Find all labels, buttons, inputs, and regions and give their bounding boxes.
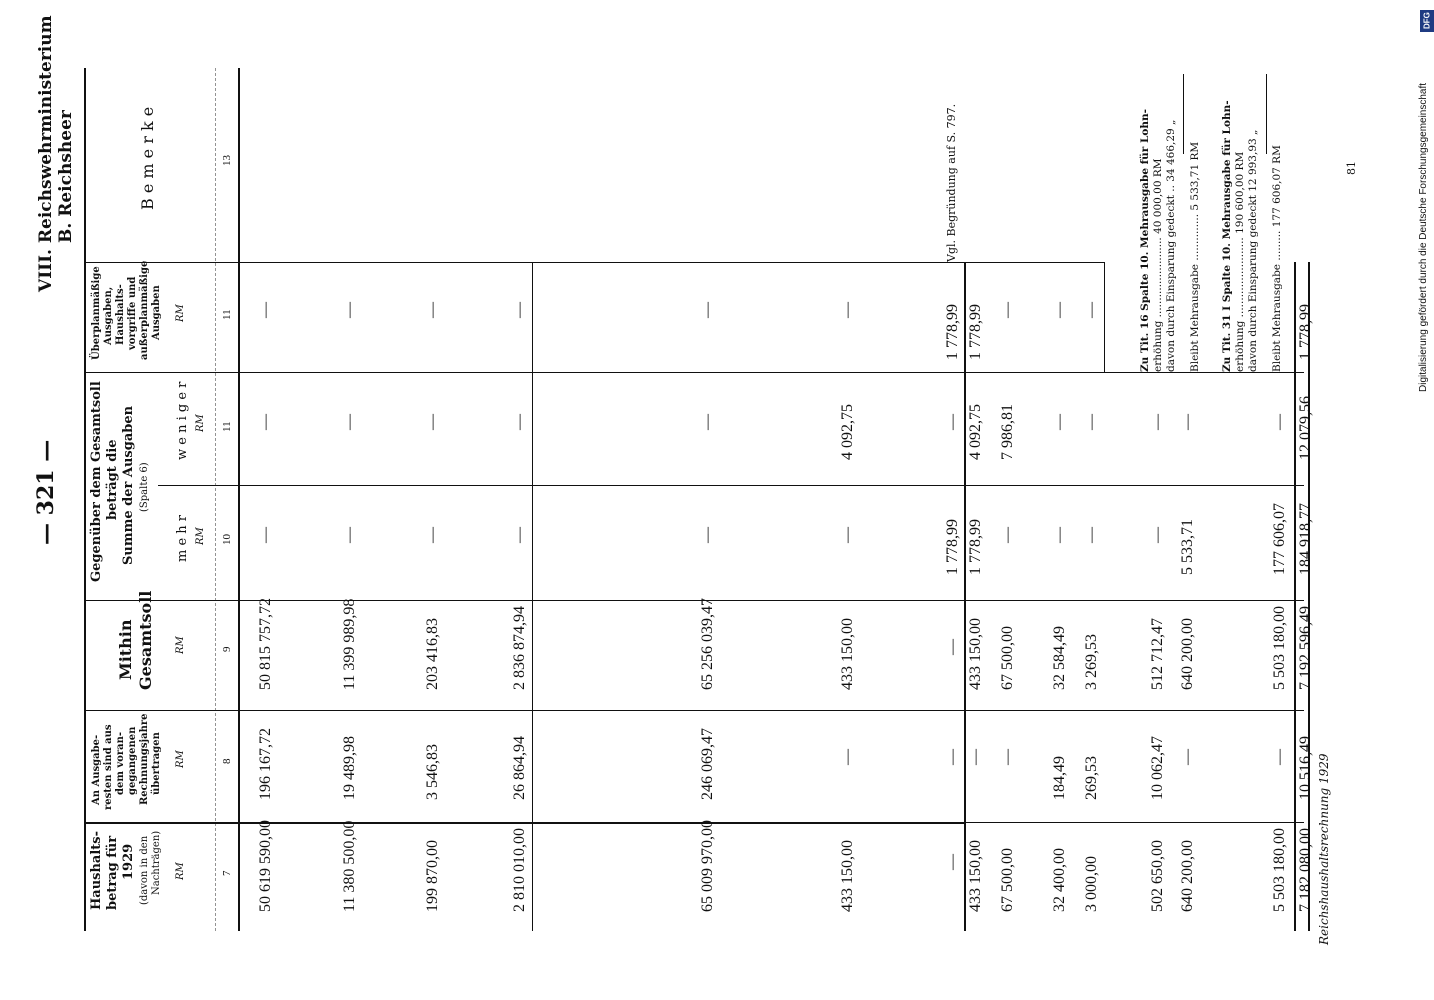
cell-c9-row10: 32 584,49 — [1051, 626, 1068, 690]
cell-c12-row10: — — [1051, 302, 1068, 318]
col11-col12-separator — [84, 372, 964, 373]
cell-c12-row4: — — [511, 302, 528, 318]
col11-number: 11 — [221, 421, 233, 432]
block-separator-1 — [532, 262, 533, 931]
cell-c12-row11: — — [1083, 302, 1100, 318]
cell-c7-row10: 32 400,00 — [1051, 848, 1068, 912]
lower-col7-col8 — [964, 822, 1304, 823]
col12-header-line1: Überplanmäßige — [91, 266, 102, 360]
cell-c10-row9: — — [999, 527, 1016, 543]
col12-unit: RM — [175, 304, 186, 322]
cell-c9-row15: 7 192 596,49 — [1297, 606, 1314, 690]
cell-c7-row7: — — [944, 854, 961, 870]
cell-c7-row5: 65 009 970,00 — [699, 820, 716, 912]
cell-c11-row7: — — [944, 414, 961, 430]
block-separator-2 — [964, 262, 966, 931]
cell-c7-row9: 67 500,00 — [999, 848, 1016, 912]
note1-sumline — [1183, 74, 1184, 154]
cell-c8-row10: 184,49 — [1051, 756, 1068, 800]
col8-header-line3: dem voran- — [115, 731, 126, 795]
cell-c7-row3: 199 870,00 — [424, 840, 441, 912]
cell-c10-row2: — — [341, 527, 358, 543]
cell-c9-row14: 5 503 180,00 — [1271, 606, 1288, 690]
cell-c8-row8: — — [967, 749, 984, 765]
cell-c11-row1: — — [257, 414, 274, 430]
cell-c9-row6: 433 150,00 — [839, 618, 856, 690]
cell-c12-row6: — — [839, 302, 856, 318]
note1-line3: davon durch Einsparung gedeckt .. 34 466,29 „ — [1165, 119, 1177, 372]
cell-c9-row2: 11 399 989,98 — [341, 598, 358, 690]
col12-header-line4: vorgriffe und — [127, 276, 138, 350]
group-header-line3: Summe der Ausgaben — [121, 405, 136, 565]
note1-line1: Zu Tit. 16 Spalte 10. Mehrausgabe für Lohn- — [1139, 108, 1151, 372]
chapter-heading: VIII. Reichswehrministerium — [36, 15, 56, 292]
cell-c7-row6: 433 150,00 — [839, 840, 856, 912]
note2-sumline — [1266, 74, 1267, 154]
cell-c9-row11: 3 269,53 — [1083, 634, 1100, 690]
cell-c11-row6: 4 092,75 — [839, 404, 856, 460]
col13-header: B e m e r k e — [138, 106, 157, 210]
col8-unit: RM — [175, 750, 186, 768]
cell-c8-row7: — — [944, 749, 961, 765]
col7-header-sub1: (davon in den — [139, 835, 150, 905]
cell-c7-row12: 502 650,00 — [1149, 840, 1166, 912]
cell-c9-row1: 50 815 757,72 — [257, 598, 274, 690]
cell-c11-row13: — — [1179, 414, 1196, 430]
cell-c10-row3: — — [424, 527, 441, 543]
remark-reference: Vgl. Begründung auf S. 797. — [945, 103, 958, 262]
cell-c10-row7: 1 778,99 — [944, 519, 961, 575]
cell-c7-row2: 11 380 500,00 — [341, 820, 358, 912]
sum-line — [1294, 262, 1296, 931]
cell-c12-row8: 1 778,99 — [967, 304, 984, 360]
cell-c11-row15: 12 079,56 — [1297, 396, 1314, 460]
cell-c7-row11: 3 000,00 — [1083, 856, 1100, 912]
group-subheader-line — [158, 485, 238, 486]
lower-col10-col11 — [964, 485, 1304, 486]
note2-line1: Zu Tit. 31 I Spalte 10. Mehrausgabe für Lohn- — [1221, 100, 1233, 372]
cell-c11-row14: — — [1271, 414, 1288, 430]
cell-c10-row10: — — [1051, 527, 1068, 543]
cell-c12-row2: — — [341, 302, 358, 318]
col10-unit: RM — [195, 527, 206, 545]
header-bottom-border — [238, 68, 240, 931]
cell-c11-row12: — — [1149, 414, 1166, 430]
cell-c11-row4: — — [511, 414, 528, 430]
cell-c10-row13: 5 533,71 — [1179, 519, 1196, 575]
page-number: — 321 — — [33, 439, 59, 545]
col12-number: 11 — [221, 309, 233, 320]
cell-c11-row8: 4 092,75 — [967, 404, 984, 460]
col7-unit: RM — [175, 862, 186, 880]
note1-line4: Bleibt Mehrausgabe .............. 5 533,71 RM — [1189, 141, 1201, 372]
cell-c10-row14: 177 606,07 — [1271, 503, 1288, 575]
cell-c8-row5: 246 069,47 — [699, 728, 716, 800]
cell-c11-row3: — — [424, 414, 441, 430]
footer-text: Reichshaushaltsrechnung 1929 — [1317, 753, 1331, 945]
col12-col13-separator — [84, 262, 964, 263]
cell-c10-row11: — — [1083, 527, 1100, 543]
group-header-line2: beträgt die — [105, 439, 120, 520]
section-heading: B. Reichsheer — [56, 110, 76, 243]
col10-number: 10 — [221, 534, 233, 545]
cell-c8-row14: — — [1271, 749, 1288, 765]
cell-c10-row8: 1 778,99 — [967, 519, 984, 575]
cell-c12-row1: — — [257, 302, 274, 318]
cell-c10-row6: — — [839, 527, 856, 543]
dfg-logo: DFG — [1420, 10, 1434, 32]
group-header-sub: (Spalte 6) — [139, 462, 150, 512]
col7-header-line1: Haushalts- — [89, 830, 104, 910]
col8-header-line4: gegangenen — [127, 726, 138, 795]
col11-unit: RM — [195, 414, 206, 432]
cell-c9-row7: — — [944, 639, 961, 655]
col10-col11-separator — [158, 485, 964, 486]
cell-c7-row14: 5 503 180,00 — [1271, 828, 1288, 912]
cell-c12-row9: — — [999, 302, 1016, 318]
lower-col12-col13 — [964, 262, 1104, 263]
table-top-border — [84, 68, 86, 931]
cell-c12-row3: — — [424, 302, 441, 318]
cell-c10-row15: 184 918,77 — [1297, 503, 1314, 575]
col7-header-line3: 1929 — [121, 843, 136, 880]
lower-col9-col10 — [964, 600, 1304, 601]
col9-col10-separator — [84, 600, 964, 601]
cell-c7-row8: 433 150,00 — [967, 840, 984, 912]
note2-line3: davon durch Einsparung gedeckt 12 993,93 „ — [1247, 129, 1259, 372]
col12-header-line5: außerplanmäßige — [139, 260, 150, 360]
cell-c11-row10: — — [1051, 414, 1068, 430]
cell-c8-row15: 10 516,49 — [1297, 736, 1314, 800]
cell-c7-row13: 640 200,00 — [1179, 840, 1196, 912]
cell-c10-row12: — — [1149, 527, 1166, 543]
lower-col8-col9 — [964, 710, 1304, 711]
cell-c11-row5: — — [699, 414, 716, 430]
cell-c12-row7: 1 778,99 — [944, 304, 961, 360]
note2-line4: Bleibt Mehrausgabe ......... 177 606,07 RM — [1271, 145, 1283, 372]
cell-c9-row9: 67 500,00 — [999, 626, 1016, 690]
cell-c8-row4: 26 864,94 — [511, 736, 528, 800]
cell-c8-row6: — — [839, 749, 856, 765]
cell-c9-row4: 2 836 874,94 — [511, 606, 528, 690]
cell-c8-row3: 3 546,83 — [424, 744, 441, 800]
colnum-band-line — [215, 68, 216, 931]
cell-c8-row1: 196 167,72 — [257, 728, 274, 800]
col12-header-line3: Haushalts- — [115, 284, 126, 345]
col9-number: 9 — [221, 646, 233, 652]
col8-header-line2: resten sind aus — [103, 724, 114, 810]
group-header-line1: Gegenüber dem Gesamtsoll — [89, 381, 104, 582]
col13-number: 13 — [221, 155, 233, 166]
cell-c10-row1: — — [257, 527, 274, 543]
small-page-number: 81 — [1345, 161, 1358, 175]
lower-col11-col12 — [964, 372, 1304, 373]
cell-c11-row9: 7 986,81 — [999, 404, 1016, 460]
cell-c8-row13: — — [1179, 749, 1196, 765]
cell-c7-row1: 50 619 590,00 — [257, 820, 274, 912]
col12-header-line6: Ausgaben — [151, 285, 162, 340]
cell-c12-row15: 1 778,99 — [1297, 304, 1314, 360]
note2-line2: erhöhung ........................ 190 600,00 RM — [1234, 151, 1246, 372]
cell-c9-row3: 203 416,83 — [424, 618, 441, 690]
cell-c10-row4: — — [511, 527, 528, 543]
col9-unit: RM — [175, 636, 186, 654]
col10-header: m e h r — [175, 514, 190, 562]
cell-c9-row8: 433 150,00 — [967, 618, 984, 690]
cell-c7-row4: 2 810 010,00 — [511, 828, 528, 912]
col8-header-line6: übertragen — [151, 732, 162, 795]
col11-header: w e n i g e r — [175, 381, 190, 460]
col9-header-line2: Gesamtsoll — [136, 590, 155, 690]
block-separator-3 — [1104, 262, 1105, 372]
cell-c8-row12: 10 062,47 — [1149, 736, 1166, 800]
col8-number: 8 — [221, 758, 233, 764]
cell-c12-row5: — — [699, 302, 716, 318]
cell-c7-row15: 7 182 080,00 — [1297, 828, 1314, 912]
cell-c8-row2: 19 489,98 — [341, 736, 358, 800]
note1-line2: erhöhung ........................ 40 000,00 RM — [1152, 158, 1164, 372]
cell-c10-row5: — — [699, 527, 716, 543]
cell-c8-row11: 269,53 — [1083, 756, 1100, 800]
cell-c9-row5: 65 256 039,47 — [699, 598, 716, 690]
digitization-credit: Digitalisierung gefördert durch die Deutsche Forschungsgemeinschaft — [1418, 82, 1429, 392]
cell-c9-row12: 512 712,47 — [1149, 618, 1166, 690]
col7-header-sub2: Nachträgen) — [151, 830, 162, 895]
cell-c9-row13: 640 200,00 — [1179, 618, 1196, 690]
col8-col9-separator — [84, 710, 964, 711]
col7-number: 7 — [221, 870, 233, 876]
col8-header-line5: Rechnungsjahre — [139, 713, 150, 805]
cell-c11-row2: — — [341, 414, 358, 430]
col7-header-line2: betrag für — [105, 835, 120, 910]
col8-header-line1: An Ausgabe- — [91, 734, 102, 805]
col7-col8-separator — [84, 822, 964, 824]
col12-header-line2: Ausgaben, — [103, 286, 114, 345]
cell-c11-row11: — — [1083, 414, 1100, 430]
col9-header-line1: Mithin — [116, 619, 135, 680]
cell-c8-row9: — — [999, 749, 1016, 765]
